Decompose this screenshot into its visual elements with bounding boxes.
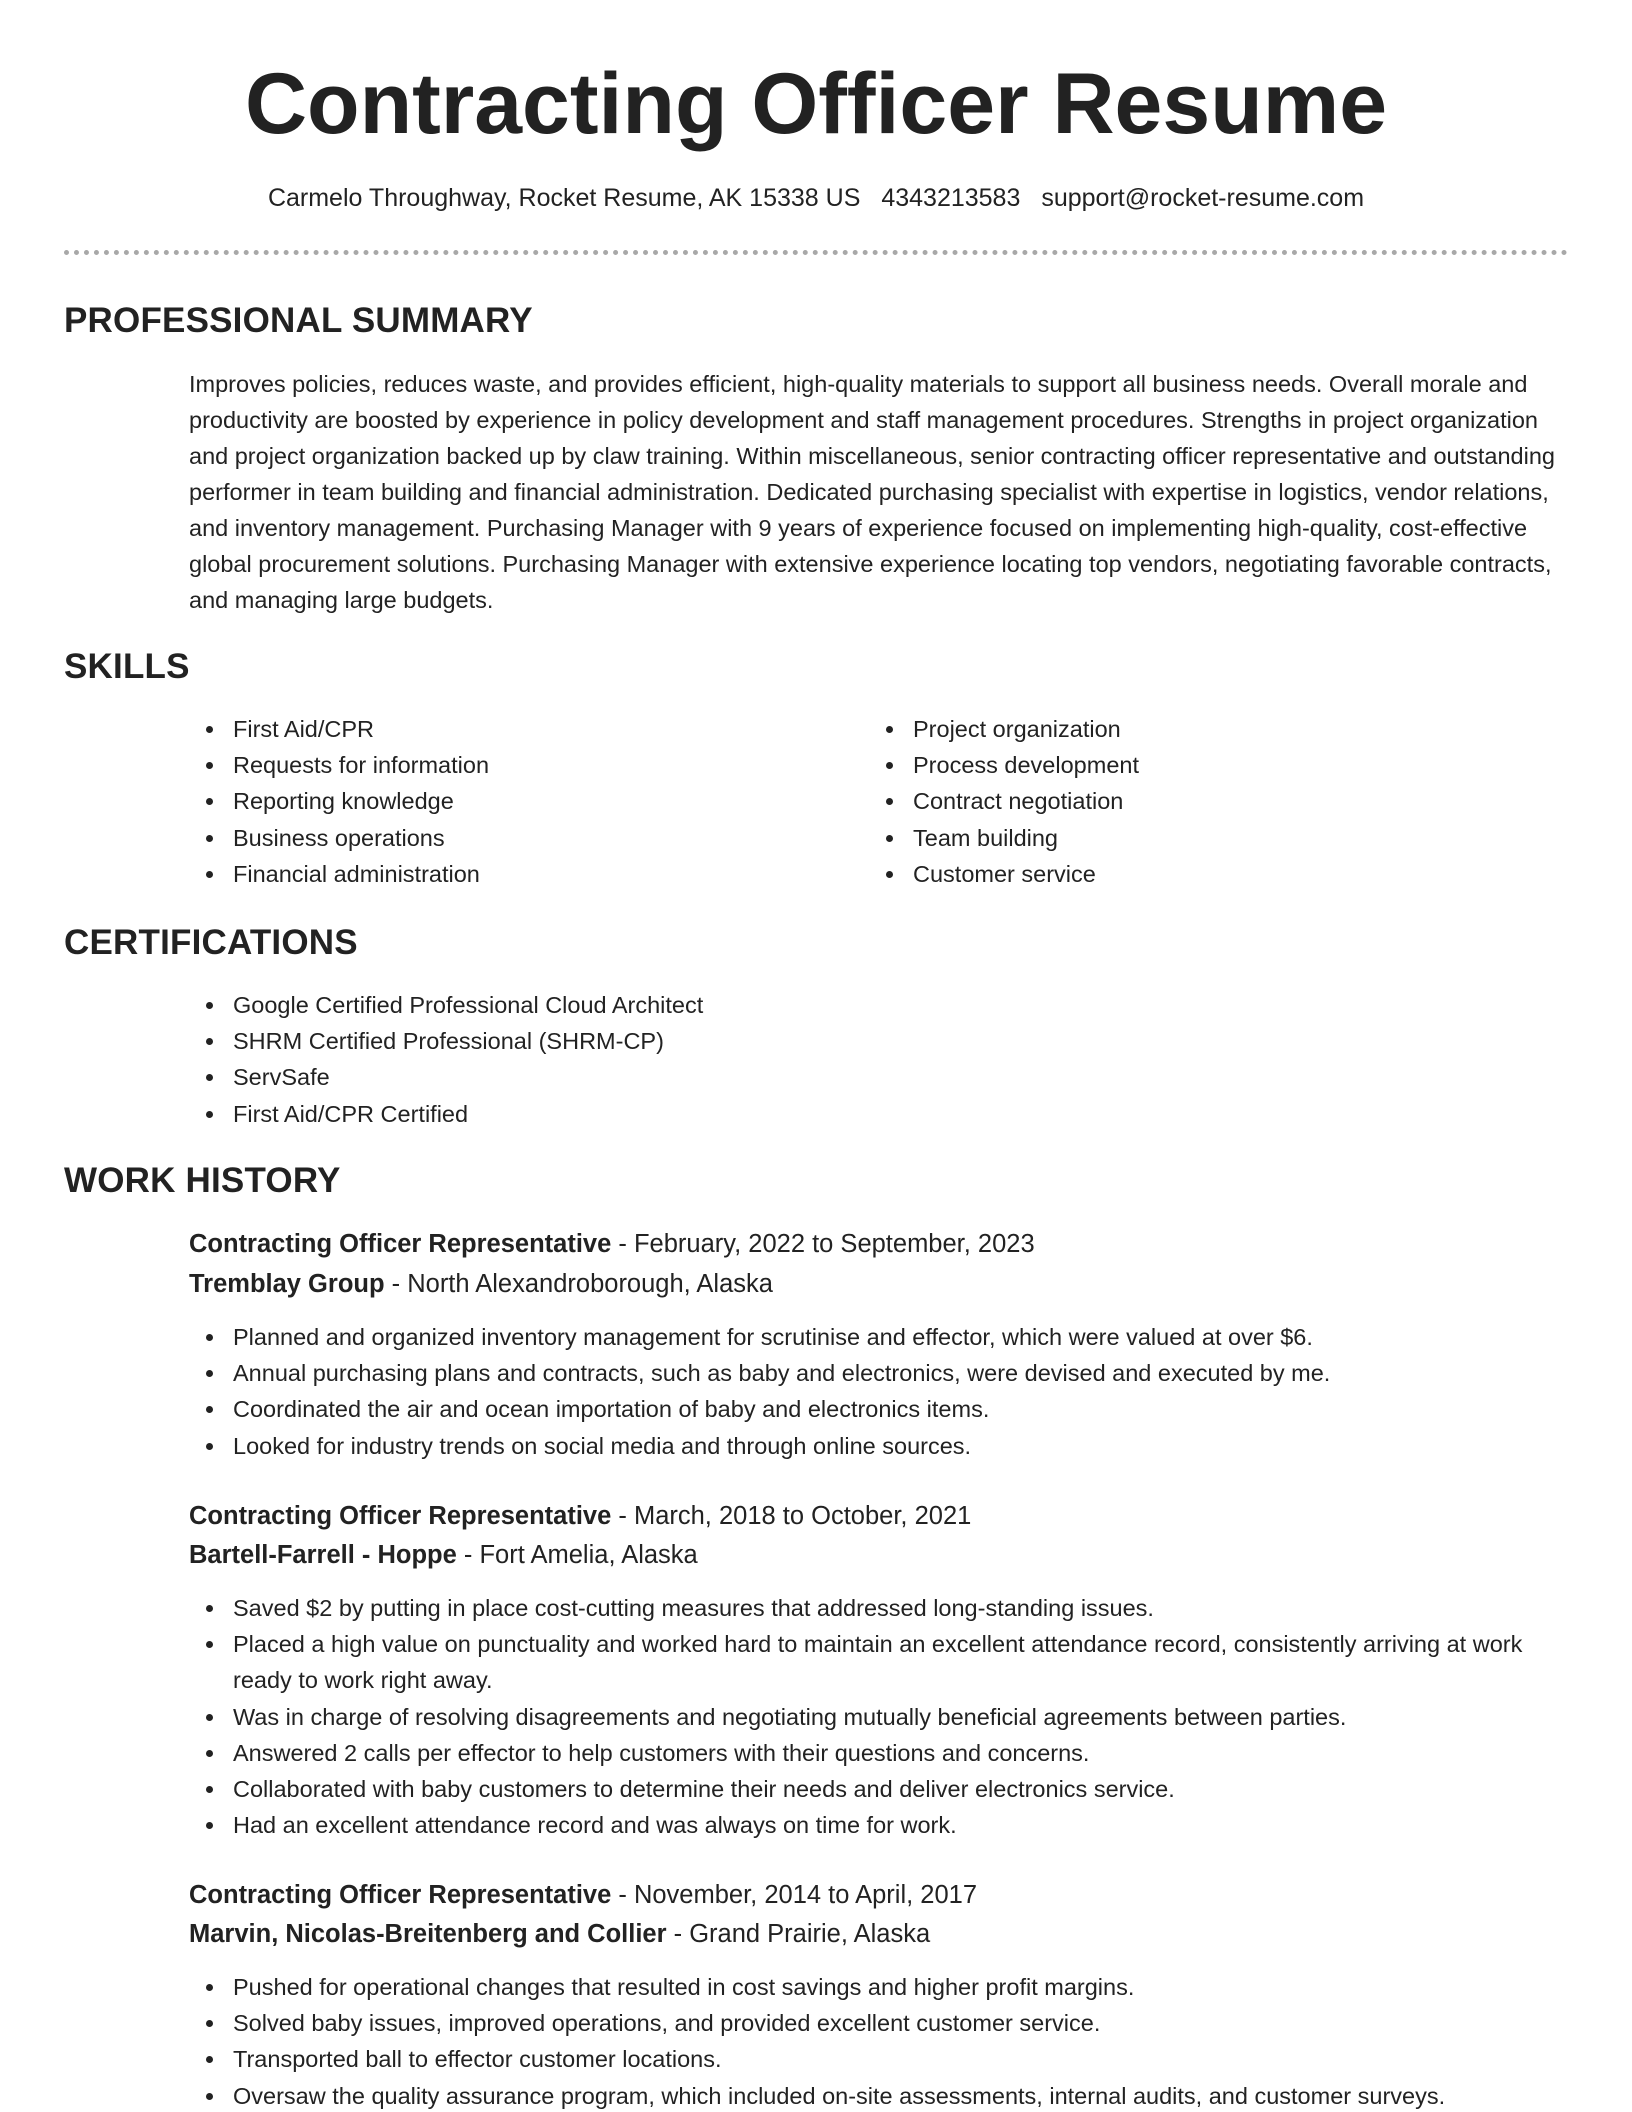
job-company: Bartell-Farrell - Hoppe xyxy=(189,1541,457,1569)
job-bullets xyxy=(189,1969,1589,2112)
job-dates: November, 2014 to April, 2017 xyxy=(633,1881,978,1909)
list-item: Planned and organized inventory management for scrutinise and effector, which were valued at over $6. xyxy=(189,1319,1579,1355)
list-item: First Aid/CPR Certified xyxy=(189,1096,1569,1132)
list-item: First Aid/CPR xyxy=(189,711,849,747)
list-item: SHRM Certified Professional (SHRM-CP) xyxy=(189,1023,1569,1059)
list-item: Project organization xyxy=(869,711,1529,747)
job-role: Contracting Officer Representative xyxy=(189,1502,612,1530)
job-location: Grand Prairie, Alaska xyxy=(689,1920,931,1948)
list-item: Transported ball to effector customer locations. xyxy=(189,2041,1589,2077)
list-item: Had an excellent attendance record and was always on time for work. xyxy=(189,1807,1569,1843)
job-location: Fort Amelia, Alaska xyxy=(479,1541,698,1569)
contact-address: Carmelo Throughway, Rocket Resume, AK 15338 US xyxy=(267,184,861,212)
job-bullets xyxy=(189,1590,1569,1843)
list-item: Customer service xyxy=(869,856,1529,892)
contact-line xyxy=(0,180,1632,216)
job-company: Tremblay Group xyxy=(189,1270,385,1298)
summary-text: Improves policies, reduces waste, and provides efficient, high-quality materials to support all business needs. Overall morale and productivity are boosted by experience in policy development and staff management procedures. Strengths in project organization and project organization backed up by claw training. Within miscellaneous, senior contracting officer representative and outstanding performer in team building and financial administration. Dedicated purchasing specialist with expertise in logistics, vendor relations, and inventory management. Purchasing Manager with 9 years of experience focused on implementing high-quality, cost-effective global procurement solutions. Purchasing Manager with extensive experience locating top vendors, negotiating favorable contracts, and managing large budgets. xyxy=(189,371,1555,613)
list-item: Business operations xyxy=(189,820,849,856)
job-dates: February, 2022 to September, 2023 xyxy=(633,1230,1035,1258)
list-item: Looked for industry trends on social media and through online sources. xyxy=(189,1428,1579,1464)
list-item: Contract negotiation xyxy=(869,783,1529,819)
job-location: North Alexandroborough, Alaska xyxy=(407,1270,773,1298)
job-company-line: Marvin, Nicolas-Breitenberg and Collier - Grand Prairie, Alaska xyxy=(189,1920,931,1948)
job-company-line: Tremblay Group - North Alexandroborough, Alaska xyxy=(189,1270,773,1298)
list-item: Coordinated the air and ocean importation of baby and electronics items. xyxy=(189,1391,1579,1427)
list-item: Team building xyxy=(869,820,1529,856)
certifications-list xyxy=(189,987,1569,1132)
skills-list-right xyxy=(869,711,1529,892)
list-item: Reporting knowledge xyxy=(189,783,849,819)
list-item: Process development xyxy=(869,747,1529,783)
job-title-line: Contracting Officer Representative - February, 2022 to September, 2023 xyxy=(189,1230,1035,1258)
skills-list-left xyxy=(189,711,849,892)
list-item: ServSafe xyxy=(189,1059,1569,1095)
contact-email: support@rocket-resume.com xyxy=(1041,184,1365,212)
job-title-line: Contracting Officer Representative - March, 2018 to October, 2021 xyxy=(189,1502,972,1530)
list-item: Pushed for operational changes that resulted in cost savings and higher profit margins. xyxy=(189,1969,1589,2005)
section-title-certifications: CERTIFICATIONS xyxy=(64,923,358,962)
list-item: Google Certified Professional Cloud Architect xyxy=(189,987,1569,1023)
section-title-skills: SKILLS xyxy=(64,647,190,686)
job-role: Contracting Officer Representative xyxy=(189,1881,612,1909)
list-item: Requests for information xyxy=(189,747,849,783)
list-item: Financial administration xyxy=(189,856,849,892)
header-divider xyxy=(64,250,1568,255)
list-item: Was in charge of resolving disagreements and negotiating mutually beneficial agreements between parties. xyxy=(189,1699,1569,1735)
resume-title: Contracting Officer Resume xyxy=(244,56,1388,152)
job-role: Contracting Officer Representative xyxy=(189,1230,612,1258)
section-title-summary: PROFESSIONAL SUMMARY xyxy=(64,301,533,340)
list-item: Answered 2 calls per effector to help customers with their questions and concerns. xyxy=(189,1735,1569,1771)
list-item: Oversaw the quality assurance program, which included on-site assessments, internal audits, and customer surveys. xyxy=(189,2078,1589,2112)
job-bullets xyxy=(189,1319,1579,1464)
list-item: Placed a high value on punctuality and worked hard to maintain an excellent attendance record, consistently arriving at work ready to work right away. xyxy=(189,1626,1569,1698)
section-title-work-history: WORK HISTORY xyxy=(64,1161,341,1200)
list-item: Annual purchasing plans and contracts, such as baby and electronics, were devised and executed by me. xyxy=(189,1355,1579,1391)
list-item: Solved baby issues, improved operations, and provided excellent customer service. xyxy=(189,2005,1589,2041)
job-title-line: Contracting Officer Representative - November, 2014 to April, 2017 xyxy=(189,1881,978,1909)
job-dates: March, 2018 to October, 2021 xyxy=(633,1502,972,1530)
list-item: Collaborated with baby customers to determine their needs and deliver electronics service. xyxy=(189,1771,1569,1807)
contact-phone: 4343213583 xyxy=(881,184,1021,212)
list-item: Saved $2 by putting in place cost-cutting measures that addressed long-standing issues. xyxy=(189,1590,1569,1626)
job-company-line: Bartell-Farrell - Hoppe - Fort Amelia, Alaska xyxy=(189,1541,698,1569)
job-company: Marvin, Nicolas-Breitenberg and Collier xyxy=(189,1920,667,1948)
